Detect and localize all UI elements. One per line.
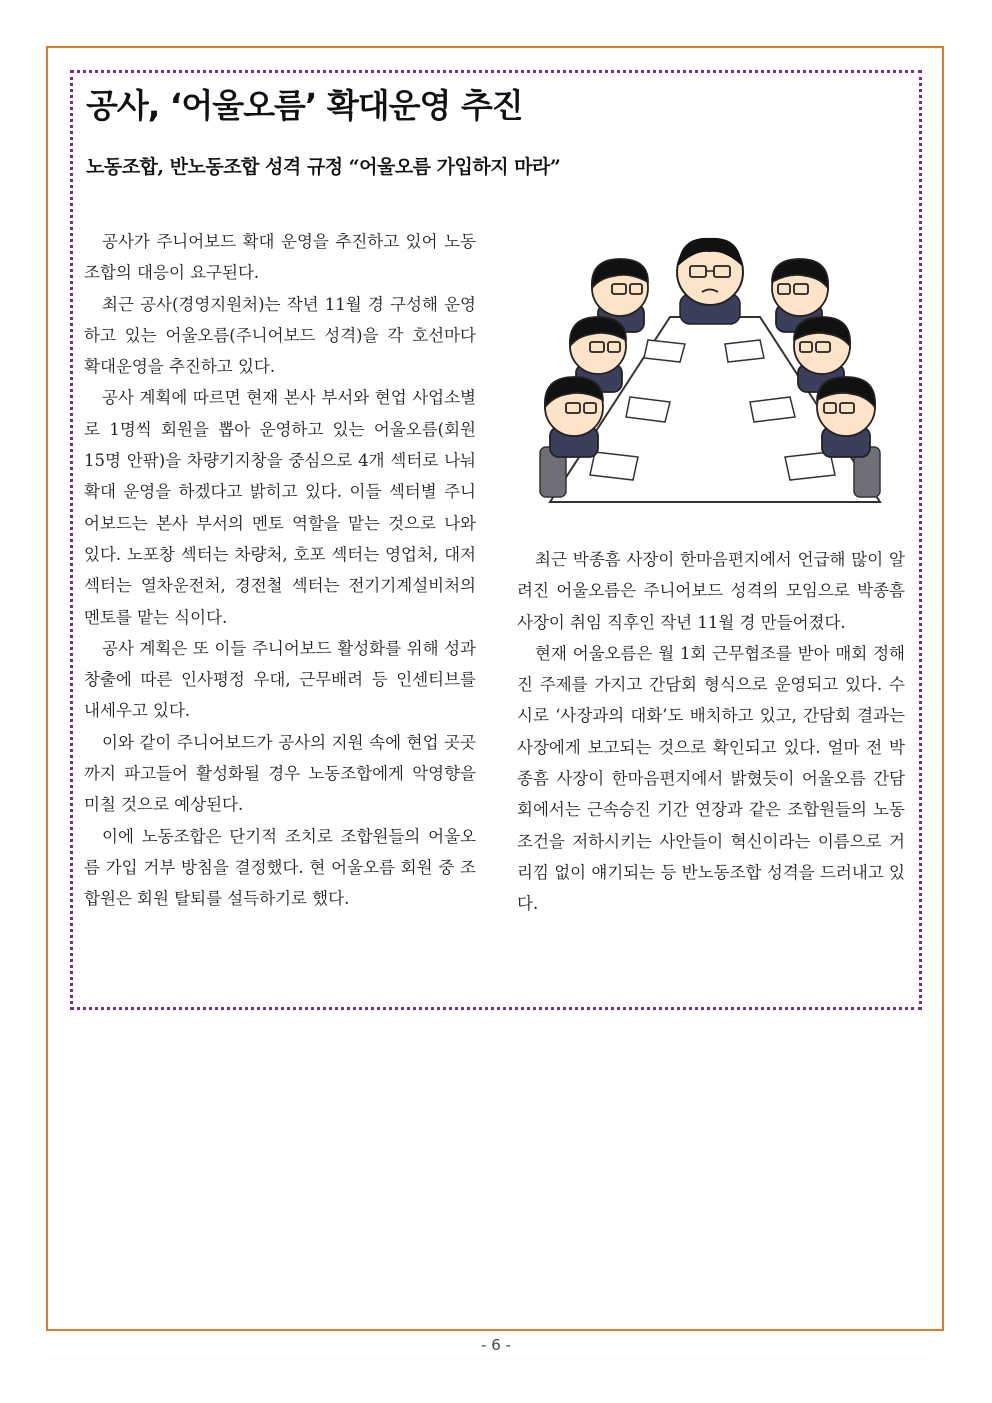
meeting-table-cartoon-icon bbox=[520, 232, 900, 512]
article-headline: 공사, ‘어울오름’ 확대운영 추진 bbox=[86, 86, 523, 125]
paragraph: 현재 어울오름은 월 1회 근무협조를 받아 매회 정해진 주제를 가지고 간담회 형식으로 운영되고 있다. 수시로 ‘사장과의 대화’도 배치하고 있고, 간담회 결과는 사장에게 보고되는 것으로 확인되고 있다. 얼마 전 박종흠 사장이 한마음편지에서 밝혔듯이 어울오름 간담회에서는 근속승진 기간 연장과 같은 조합원들의 노동조건을 저하시키는 사안들이 혁신이라는 이름으로 거리낌 없이 얘기되는 등 반노동조합 성격을 드러내고 있다. bbox=[517, 643, 905, 914]
article-subheadline: 노동조합, 반노동조합 성격 규정 “어울오름 가입하지 마라” bbox=[86, 156, 561, 178]
paragraph: 공사 계획에 따르면 현재 본사 부서와 현업 사업소별로 1명씩 회원을 뽑아 운영하고 있는 어울오름(회원 15명 안팎)을 차량기지창을 중심으로 4개 섹터로 나눠 확대 운영을 하겠다고 밝히고 있다. 이들 섹터별 주니어보드는 본사 부서의 멘토 역할을 맡는 것으로 나와 있다. 노포창 섹터는 차량처, 호포 섹터는 영업처, 대저 섹터는 열차운전처, 경전철 섹터는 전기기계설비처의 멘토를 맡는 식이다. bbox=[84, 388, 476, 627]
paragraph: 이에 노동조합은 단기적 조치로 조합원들의 어울오름 가입 거부 방침을 결정했다. 현 어울오름 회원 중 조합원은 회원 탈퇴를 설득하기로 했다. bbox=[84, 826, 476, 909]
article-right-column bbox=[517, 544, 905, 920]
paragraph: 이와 같이 주니어보드가 공사의 지원 속에 현업 곳곳까지 파고들어 활성화될 경우 노동조합에게 악영향을 미칠 것으로 예상된다. bbox=[84, 732, 476, 815]
article-left-column bbox=[84, 226, 476, 915]
page-number: - 6 - bbox=[481, 1336, 511, 1354]
paragraph: 최근 박종흠 사장이 한마음편지에서 언급해 많이 알려진 어울오름은 주니어보드 성격의 모임으로 박종흠 사장이 취임 직후인 작년 11월 경 만들어졌다. bbox=[517, 550, 905, 632]
paragraph: 최근 공사(경영지원처)는 작년 11월 경 구성해 운영하고 있는 어울오름(주니어보드 성격)을 각 호선마다 확대운영을 추진하고 있다. bbox=[84, 294, 476, 377]
paragraph: 공사 계획은 또 이들 주니어보드 활성화를 위해 성과창출에 따른 인사평정 우대, 근무배려 등 인센티브를 내세우고 있다. bbox=[84, 638, 476, 721]
paragraph: 공사가 주니어보드 확대 운영을 추진하고 있어 노동조합의 대응이 요구된다. bbox=[84, 232, 476, 283]
